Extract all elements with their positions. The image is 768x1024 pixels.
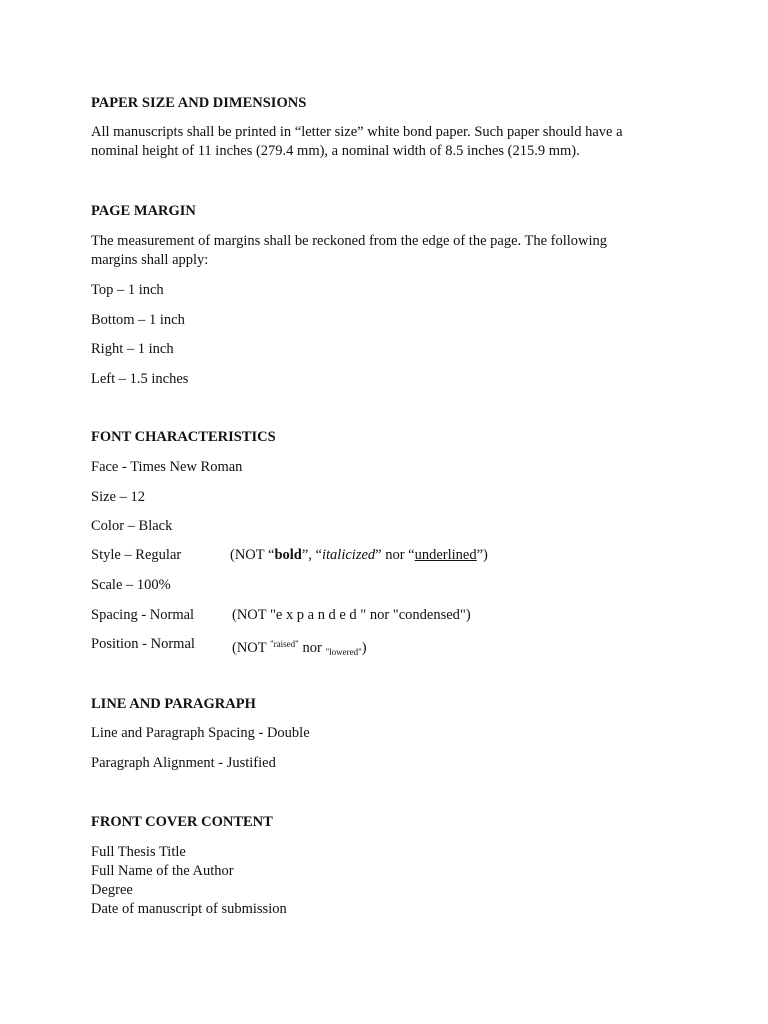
expanded-example: expanded xyxy=(275,607,361,623)
font-position-row xyxy=(91,635,651,657)
font-style-note: (NOT “bold”, “italicized” nor “underlined”) xyxy=(230,547,488,563)
font-spacing-label: Spacing - Normal xyxy=(91,607,195,623)
paper-size-paragraph: All manuscripts shall be printed in “letter size” white bond paper. Such paper should have a nominal height of 11 inches (279.4 mm), a nominal width of 8.5 inches (215.9 mm). xyxy=(91,124,623,159)
italic-example: italicized xyxy=(321,547,376,563)
cover-item: Degree xyxy=(91,882,133,898)
line-spacing: Line and Paragraph Spacing - Double xyxy=(91,725,310,741)
font-style-label: Style – Regular xyxy=(91,547,182,563)
font-spacing-note: (NOT "expanded" nor "condensed") xyxy=(232,607,471,623)
font-size: Size – 12 xyxy=(91,489,145,505)
heading-paper-size: PAPER SIZE AND DIMENSIONS xyxy=(91,95,307,111)
font-position-note: (NOT $^{"raised"}$ nor $_{"lowered"}$) xyxy=(232,639,367,657)
heading-line-paragraph: LINE AND PARAGRAPH xyxy=(91,696,256,712)
paragraph-alignment: Paragraph Alignment - Justified xyxy=(91,755,276,771)
margin-item-top: Top – 1 inch xyxy=(91,282,164,298)
margin-item-left: Left – 1.5 inches xyxy=(91,371,189,387)
font-scale: Scale – 100% xyxy=(91,577,171,593)
font-style-row xyxy=(91,546,651,564)
margin-item-right: Right – 1 inch xyxy=(91,341,174,357)
cover-item: Date of manuscript of submission xyxy=(91,901,287,917)
raised-example: "raised" xyxy=(270,639,299,649)
lowered-example: "lowered" xyxy=(325,647,362,657)
font-color: Color – Black xyxy=(91,518,173,534)
margin-item-bottom: Bottom – 1 inch xyxy=(91,312,185,328)
heading-page-margin: PAGE MARGIN xyxy=(91,203,196,219)
font-position-label: Position - Normal xyxy=(91,636,195,652)
cover-item: Full Thesis Title xyxy=(91,844,186,860)
heading-front-cover: FRONT COVER CONTENT xyxy=(91,814,273,830)
heading-font-characteristics: FONT CHARACTERISTICS xyxy=(91,429,276,445)
font-spacing-row xyxy=(91,606,651,624)
margin-intro-paragraph: The measurement of margins shall be reckoned from the edge of the page. The following margins shall apply: xyxy=(91,233,608,268)
font-face: Face - Times New Roman xyxy=(91,459,243,475)
cover-item: Full Name of the Author xyxy=(91,863,234,879)
underlined-example: underlined xyxy=(414,547,477,563)
bold-example: bold xyxy=(274,547,302,563)
